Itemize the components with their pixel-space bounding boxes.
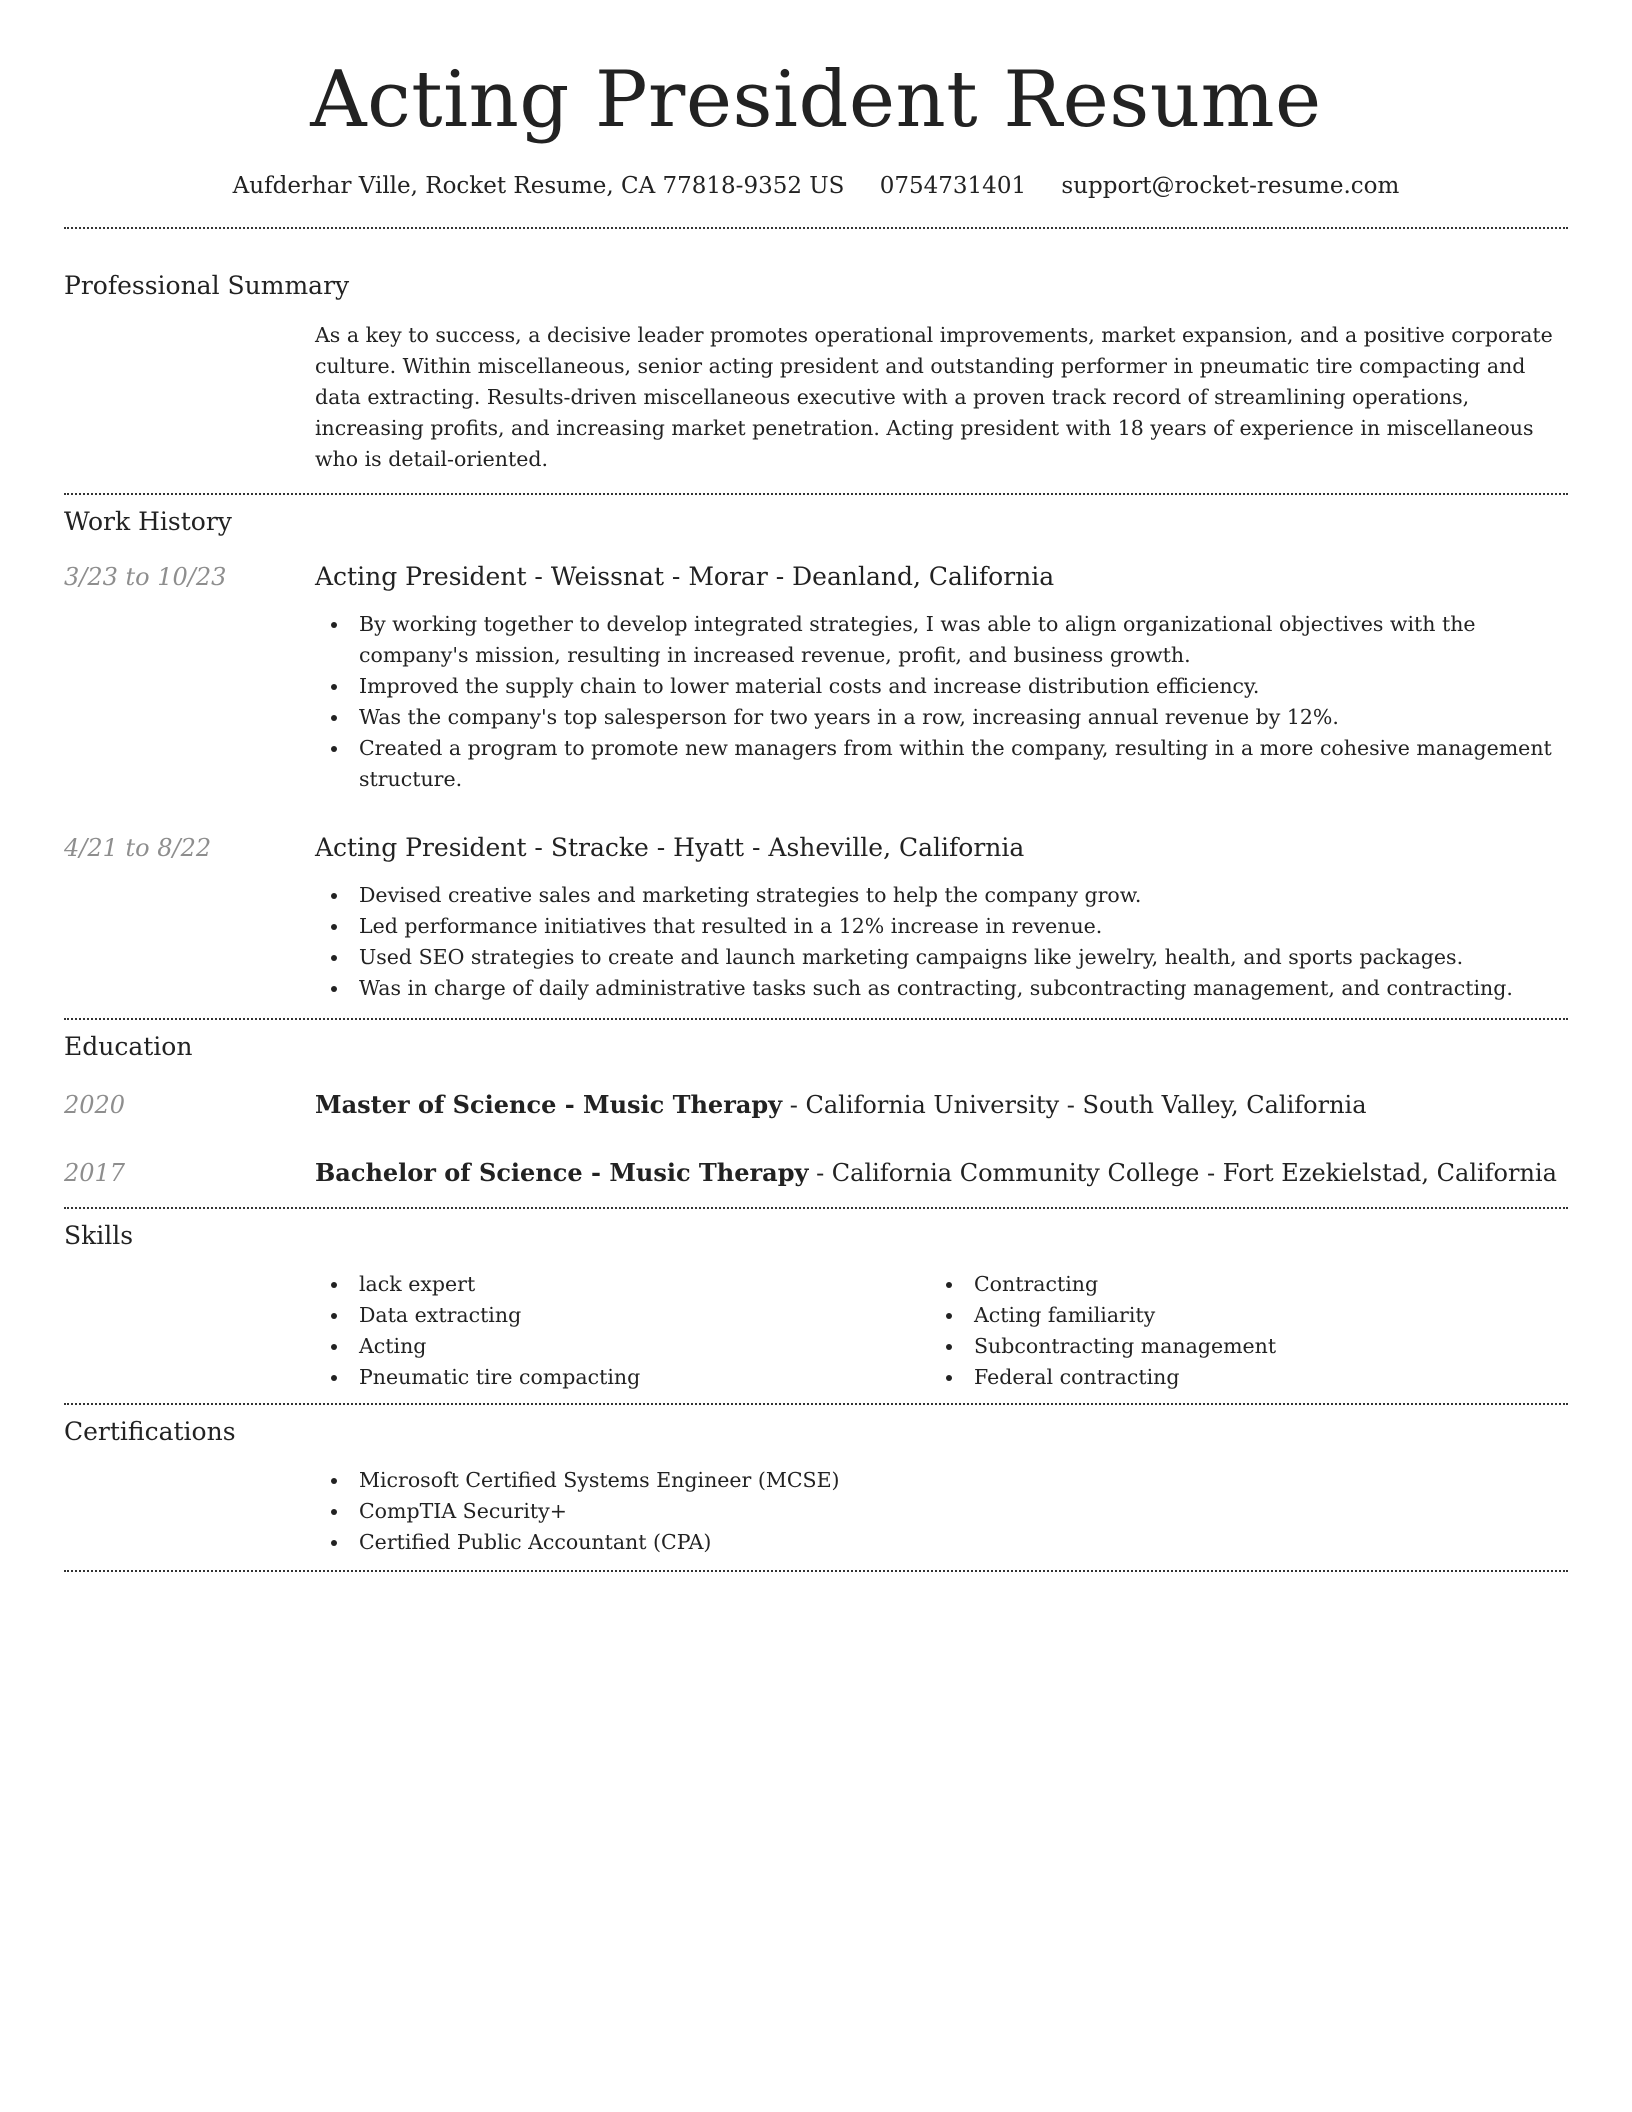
list-item bbox=[315, 1331, 930, 1362]
list-item bbox=[315, 1496, 1568, 1527]
bullet-icon bbox=[946, 1282, 952, 1288]
resume-title: Acting President Resume bbox=[310, 55, 1322, 145]
job-title: Acting President - Stracke - Hyatt - Asheville, California bbox=[315, 833, 1025, 862]
bullet-text: By working together to develop integrated strategies, I was able to align organizational objectives with the company's mission, resulting in increased revenue, profit, and business growth. bbox=[359, 612, 1476, 667]
bullet-text: Used SEO strategies to create and launch marketing campaigns like jewelry, health, and sports packages. bbox=[359, 945, 1464, 969]
job-dates: 4/21 to 8/22 bbox=[64, 834, 212, 862]
list-item bbox=[315, 1300, 930, 1331]
list-item bbox=[930, 1331, 1545, 1362]
certification-text: Certified Public Accountant (CPA) bbox=[359, 1530, 712, 1554]
bullet-icon bbox=[946, 1375, 952, 1381]
bullet-text: Devised creative sales and marketing strategies to help the company grow. bbox=[359, 883, 1142, 907]
skill-text: lack expert bbox=[359, 1272, 476, 1296]
bullet-text: Led performance initiatives that resulted in a 12% increase in revenue. bbox=[359, 914, 1103, 938]
list-item bbox=[315, 911, 1568, 942]
divider bbox=[64, 1018, 1568, 1020]
certification-text: Microsoft Certified Systems Engineer (MCSE) bbox=[359, 1468, 840, 1492]
divider bbox=[64, 493, 1568, 495]
job-entry bbox=[64, 831, 1568, 1004]
job-entry bbox=[64, 560, 1568, 795]
bullet-icon bbox=[331, 1282, 337, 1288]
bullet-icon bbox=[331, 1313, 337, 1319]
divider bbox=[64, 227, 1568, 229]
bullet-text: Created a program to promote new managers from within the company, resulting in a more cohesive management structure. bbox=[359, 736, 1552, 791]
list-item bbox=[315, 942, 1568, 973]
divider bbox=[64, 1570, 1568, 1572]
contact-email: support@rocket-resume.com bbox=[1061, 173, 1400, 199]
list-item bbox=[930, 1269, 1545, 1300]
bullet-icon bbox=[946, 1313, 952, 1319]
bullet-icon bbox=[331, 1344, 337, 1350]
contact-address: Aufderhar Ville, Rocket Resume, CA 77818-9352 US bbox=[232, 173, 845, 199]
bullet-icon bbox=[331, 893, 337, 899]
section-heading-certifications: Certifications bbox=[64, 1417, 236, 1446]
bullet-icon bbox=[331, 924, 337, 930]
education-entry bbox=[64, 1156, 1568, 1190]
summary-row bbox=[64, 320, 1568, 475]
list-item bbox=[315, 609, 1568, 671]
education-school: - California University - South Valley, California bbox=[782, 1091, 1367, 1119]
list-item bbox=[930, 1362, 1545, 1393]
skill-text: Pneumatic tire compacting bbox=[359, 1365, 641, 1389]
job-title: Acting President - Weissnat - Morar - Deanland, California bbox=[315, 562, 1055, 591]
skills-list-left bbox=[315, 1269, 930, 1393]
bullet-icon bbox=[331, 1509, 337, 1515]
skill-text: Acting bbox=[359, 1334, 427, 1358]
skills-list-right bbox=[930, 1269, 1545, 1393]
skill-text: Contracting bbox=[974, 1272, 1099, 1296]
skill-text: Subcontracting management bbox=[974, 1334, 1277, 1358]
summary-left-spacer bbox=[64, 320, 315, 475]
skill-text: Federal contracting bbox=[974, 1365, 1180, 1389]
bullet-icon bbox=[331, 986, 337, 992]
bullet-icon bbox=[331, 715, 337, 721]
resume-page bbox=[64, 0, 1568, 1572]
section-heading-skills: Skills bbox=[64, 1221, 134, 1250]
bullet-icon bbox=[331, 955, 337, 961]
education-degree: Master of Science - Music Therapy bbox=[315, 1090, 783, 1119]
certifications-row bbox=[64, 1465, 1568, 1558]
bullet-icon bbox=[946, 1344, 952, 1350]
bullet-text: Improved the supply chain to lower material costs and increase distribution efficiency. bbox=[359, 674, 1260, 698]
certifications-left-spacer bbox=[64, 1465, 315, 1558]
job-bullets bbox=[315, 609, 1568, 795]
section-heading-education: Education bbox=[64, 1032, 193, 1061]
bullet-text: Was in charge of daily administrative tasks such as contracting, subcontracting management, and contracting. bbox=[359, 976, 1513, 1000]
bullet-icon bbox=[331, 622, 337, 628]
list-item bbox=[315, 1527, 1568, 1558]
job-bullets bbox=[315, 880, 1568, 1004]
list-item bbox=[315, 880, 1568, 911]
education-year: 2020 bbox=[64, 1091, 126, 1119]
job-dates: 3/23 to 10/23 bbox=[64, 563, 227, 591]
bullet-icon bbox=[331, 746, 337, 752]
education-degree: Bachelor of Science - Music Therapy bbox=[315, 1158, 809, 1187]
list-item bbox=[315, 973, 1568, 1004]
list-item bbox=[315, 702, 1568, 733]
divider bbox=[64, 1403, 1568, 1405]
education-entry bbox=[64, 1088, 1568, 1122]
bullet-icon bbox=[331, 1540, 337, 1546]
bullet-text: Was the company's top salesperson for two years in a row, increasing annual revenue by 12%. bbox=[359, 705, 1339, 729]
section-heading-work: Work History bbox=[64, 507, 232, 536]
skills-left-spacer bbox=[64, 1269, 315, 1393]
list-item bbox=[315, 671, 1568, 702]
certification-text: CompTIA Security+ bbox=[359, 1499, 567, 1523]
skill-text: Data extracting bbox=[359, 1303, 522, 1327]
contact-line bbox=[64, 170, 1568, 202]
skill-text: Acting familiarity bbox=[974, 1303, 1156, 1327]
summary-text: As a key to success, a decisive leader promotes operational improvements, market expansion, and a positive corporate culture. Within miscellaneous, senior acting president and outstanding performer in pneumatic tire compacting and data extracting. Results-driven miscellaneous executive with a proven track record of streamlining operations, increasing profits, and increasing market penetration. Acting president with 18 years of experience in miscellaneous who is detail-oriented. bbox=[315, 323, 1553, 471]
education-year: 2017 bbox=[64, 1159, 126, 1187]
skills-row bbox=[64, 1269, 1568, 1393]
list-item bbox=[315, 1465, 1568, 1496]
education-school: - California Community College - Fort Ezekielstad, California bbox=[808, 1159, 1557, 1187]
contact-phone: 0754731401 bbox=[879, 173, 1027, 199]
certifications-list bbox=[315, 1465, 1568, 1558]
section-heading-summary: Professional Summary bbox=[64, 271, 350, 300]
list-item bbox=[930, 1300, 1545, 1331]
list-item bbox=[315, 733, 1568, 795]
bullet-icon bbox=[331, 1478, 337, 1484]
list-item bbox=[315, 1269, 930, 1300]
bullet-icon bbox=[331, 1375, 337, 1381]
list-item bbox=[315, 1362, 930, 1393]
bullet-icon bbox=[331, 684, 337, 690]
divider bbox=[64, 1207, 1568, 1209]
